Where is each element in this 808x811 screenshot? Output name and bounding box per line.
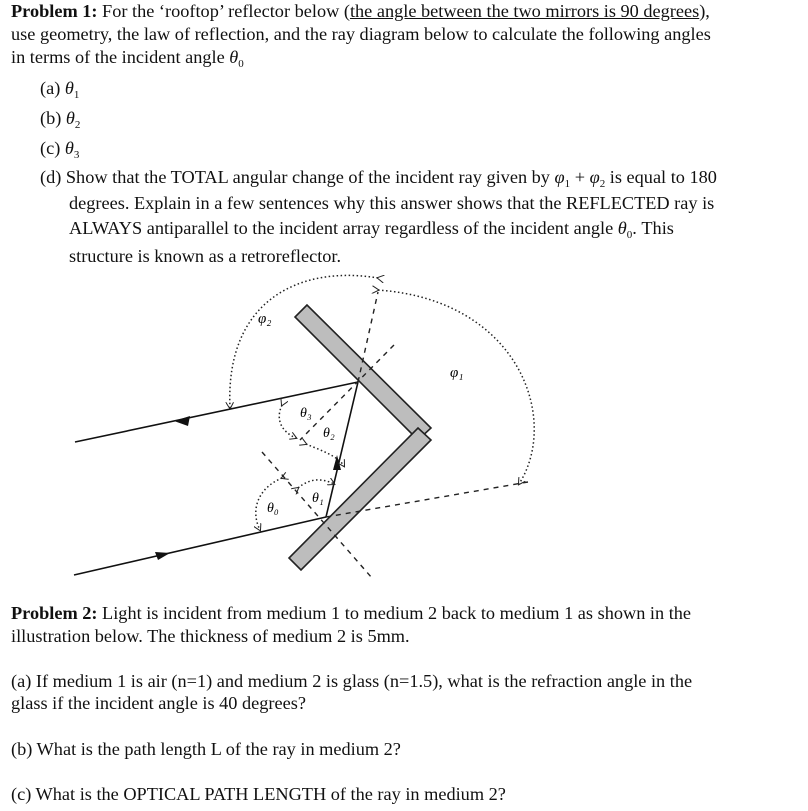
mirror-lower <box>289 428 431 570</box>
part-b: (b) $\theta_2$ <box>40 108 81 131</box>
incident-ray <box>74 517 326 575</box>
reflected-ray <box>75 382 358 442</box>
part-c: (c) $\theta_3$ <box>40 138 80 161</box>
part-d-line2: degrees. Explain in a few sentences why this answer shows that the REFLECTED ray is <box>69 193 715 213</box>
phi1-label: φ₁ <box>450 365 464 381</box>
theta1-arc <box>298 480 334 488</box>
problem2-part-b: (b) What is the path length L of the ray in medium 2? <box>11 739 401 759</box>
problem1-line2: use geometry, the law of reflection, and the ray diagram below to calculate the following angles <box>11 24 711 44</box>
problem1-line1: Problem 1: For the ‘rooftop’ reflector below (the angle between the two mirrors is 90 degrees), <box>11 1 710 21</box>
retroreflector-diagram <box>0 260 808 590</box>
theta1-label: θ₁ <box>312 491 324 506</box>
problem2-line2: illustration below. The thickness of medium 2 is 5mm. <box>11 626 410 646</box>
theta3-arc <box>279 405 296 438</box>
part-d-line4: structure is known as a retroreflector. <box>69 246 342 266</box>
theta0-label: θ₀ <box>267 501 279 516</box>
incident-ray-arrow <box>155 552 170 560</box>
problem2-part-a-line1: (a) If medium 1 is air (n=1) and medium 2 is glass (n=1.5), what is the refraction angle in the <box>11 671 693 691</box>
mirror-upper <box>295 305 431 440</box>
phi2-label: φ₂ <box>258 311 272 327</box>
problem2-line1: Problem 2: Light is incident from medium 1 to medium 2 back to medium 1 as shown in the <box>11 603 692 623</box>
theta3-label: θ₃ <box>300 406 312 421</box>
reflected-ray-arrow <box>174 416 190 426</box>
part-d-line3: ALWAYS antiparallel to the incident array regardless of the incident angle $\theta_0$. This <box>69 218 674 241</box>
problem2-part-c: (c) What is the OPTICAL PATH LENGTH of the ray in medium 2? <box>11 784 506 804</box>
part-d-line1: (d) Show that the TOTAL angular change of the incident ray given by $\varphi_1 + \varphi_2$ is equal to 180 <box>40 167 717 190</box>
problem2-heading: Problem 2: <box>11 603 98 623</box>
part-a: (a) $\theta_1$ <box>40 78 80 101</box>
problem1-line3: in terms of the incident angle $\theta_0$ <box>11 47 244 70</box>
problem2-part-a-line2: glass if the incident angle is 40 degrees? <box>11 693 306 713</box>
problem1-heading: Problem 1: <box>11 1 98 21</box>
mirror-angle-note: the angle between the two mirrors is 90 degrees <box>349 1 700 21</box>
theta2-label: θ₂ <box>323 426 335 441</box>
